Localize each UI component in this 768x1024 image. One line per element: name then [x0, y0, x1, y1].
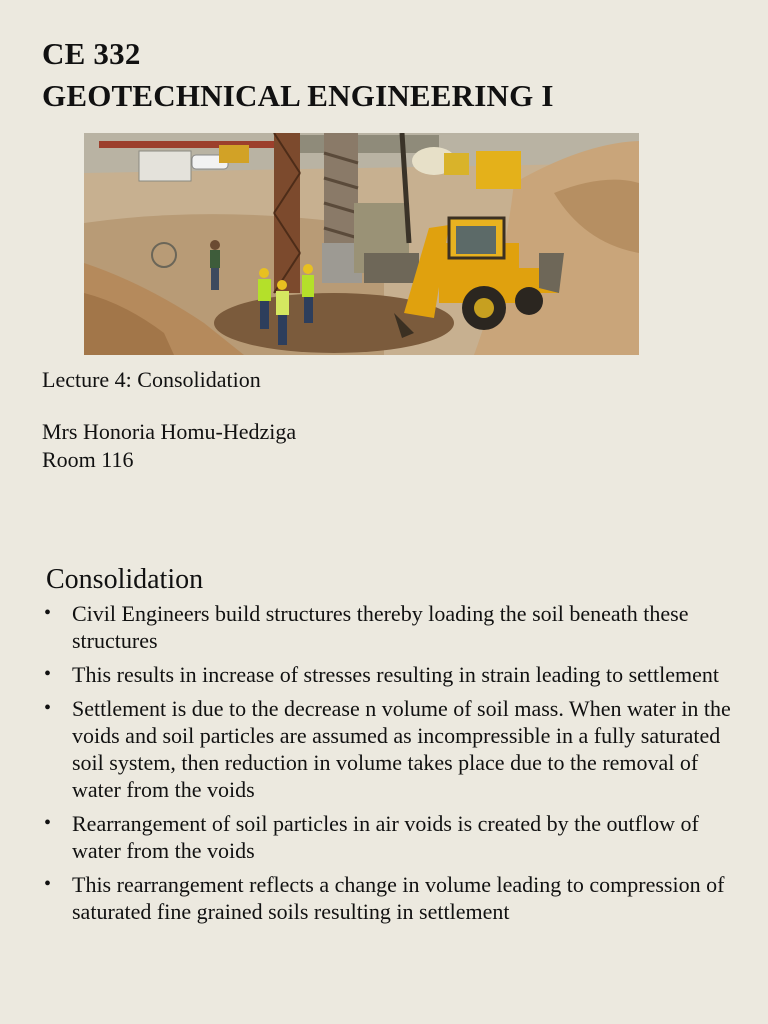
- list-item: [44, 695, 734, 803]
- construction-site-icon: [84, 133, 639, 355]
- course-title: GEOTECHNICAL ENGINEERING I: [42, 78, 554, 113]
- bullet-text: This results in increase of stresses resulting in strain leading to settlement: [72, 662, 720, 687]
- bullet-icon: •: [44, 812, 52, 834]
- list-item: [44, 871, 734, 925]
- bullet-icon: •: [44, 602, 52, 624]
- list-item: [44, 600, 734, 654]
- bullet-icon: •: [44, 663, 52, 685]
- lecturer-name: Mrs Honoria Homu-Hedziga: [42, 419, 297, 444]
- course-code: CE 332: [42, 36, 141, 71]
- bullet-list: [44, 600, 734, 932]
- content-slide: [0, 540, 768, 1024]
- list-item: [44, 810, 734, 864]
- lecture-title: Lecture 4: Consolidation: [42, 367, 261, 392]
- bullet-text: Civil Engineers build structures thereby loading the soil beneath these structures: [72, 601, 689, 653]
- room-number: Room 116: [42, 447, 134, 472]
- bullet-text: Rearrangement of soil particles in air voids is created by the outflow of water from the voids: [72, 811, 699, 863]
- bullet-text: This rearrangement reflects a change in volume leading to compression of saturated fine grained soils resulting in settlement: [72, 872, 725, 924]
- bullet-text: Settlement is due to the decrease n volume of soil mass. When water in the voids and soil particles are assumed as incompressible in a fully saturated soil system, then reduction in volume takes place due to the removal of water from the voids: [72, 696, 731, 802]
- slide-heading: Consolidation: [46, 564, 204, 595]
- list-item: [44, 661, 734, 688]
- construction-site-photo: [84, 133, 639, 355]
- bullet-icon: •: [44, 697, 52, 719]
- bullet-icon: •: [44, 873, 52, 895]
